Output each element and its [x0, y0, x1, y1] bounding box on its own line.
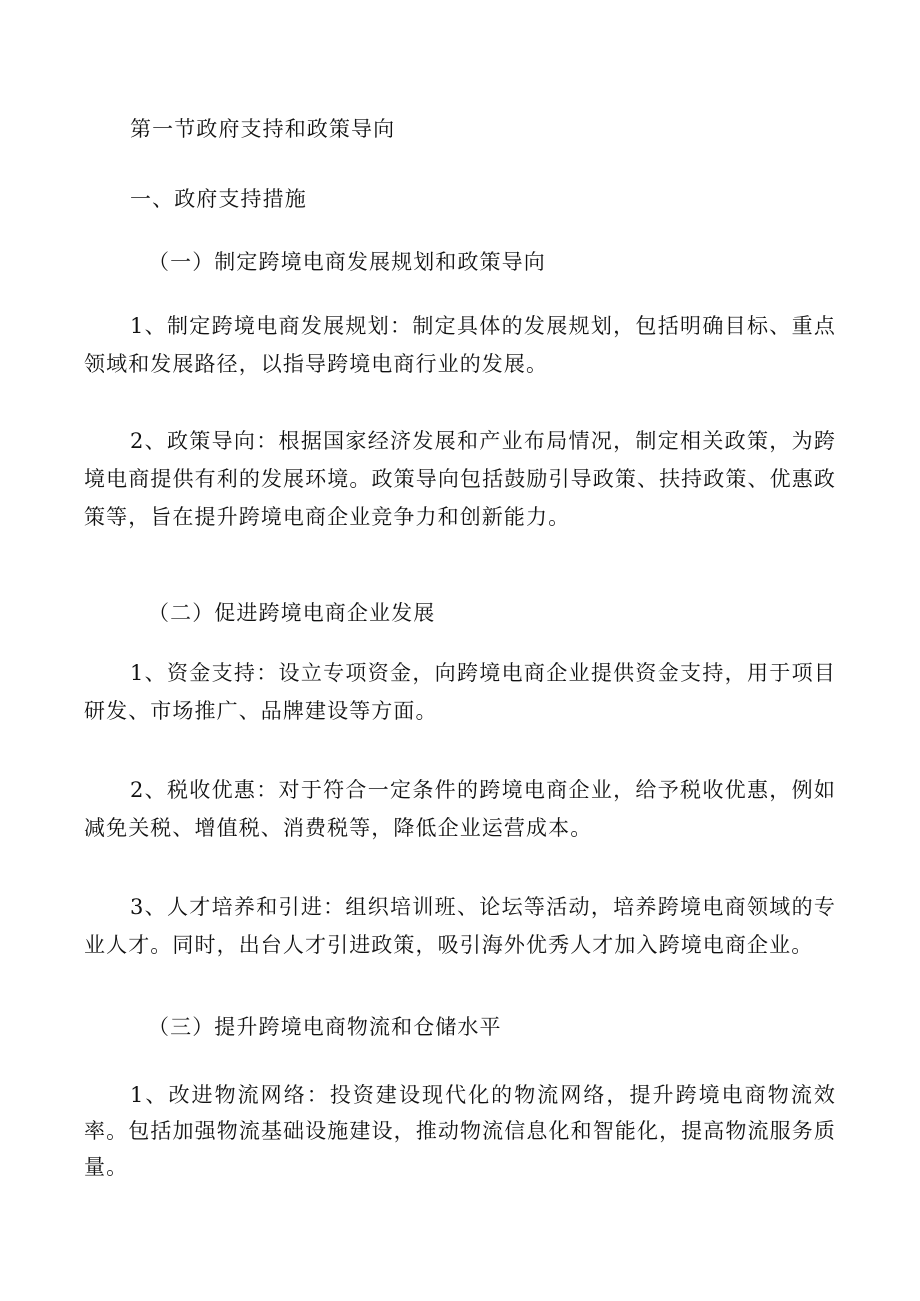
subsection-2-title: （二）促进跨境电商企业发展	[148, 601, 436, 625]
subsection-2-item-3: 3、人才培养和引进：组织培训班、论坛等活动，培养跨境电商领域的专业人才。同时，出台人才引进政策，吸引海外优秀人才加入跨境电商企业。	[84, 895, 836, 957]
section-title: 第一节政府支持和政策导向	[130, 117, 396, 141]
subsection-1-title: （一）制定跨境电商发展规划和政策导向	[148, 250, 546, 274]
subsection-1-item-1: 1、制定跨境电商发展规划：制定具体的发展规划，包括明确目标、重点领域和发展路径，以指导跨境电商行业的发展。	[84, 314, 836, 376]
subsection-3-item-1: 1、改进物流网络：投资建设现代化的物流网络，提升跨境电商物流效率。包括加强物流基础设施建设，推动物流信息化和智能化，提高物流服务质量。	[84, 1083, 836, 1179]
subsection-2-item-2: 2、税收优惠：对于符合一定条件的跨境电商企业，给予税收优惠，例如减免关税、增值税、消费税等，降低企业运营成本。	[84, 778, 836, 840]
subsection-1-item-2: 2、政策导向：根据国家经济发展和产业布局情况，制定相关政策，为跨境电商提供有利的发展环境。政策导向包括鼓励引导政策、扶持政策、优惠政策等，旨在提升跨境电商企业竞争力和创新能力。	[84, 429, 836, 529]
subsection-3-title: （三）提升跨境电商物流和仓储水平	[148, 1015, 502, 1039]
subsection-2-item-1: 1、资金支持：设立专项资金，向跨境电商企业提供资金支持，用于项目研发、市场推广、品牌建设等方面。	[84, 661, 836, 723]
part-one-title: 一、政府支持措施	[130, 187, 307, 211]
